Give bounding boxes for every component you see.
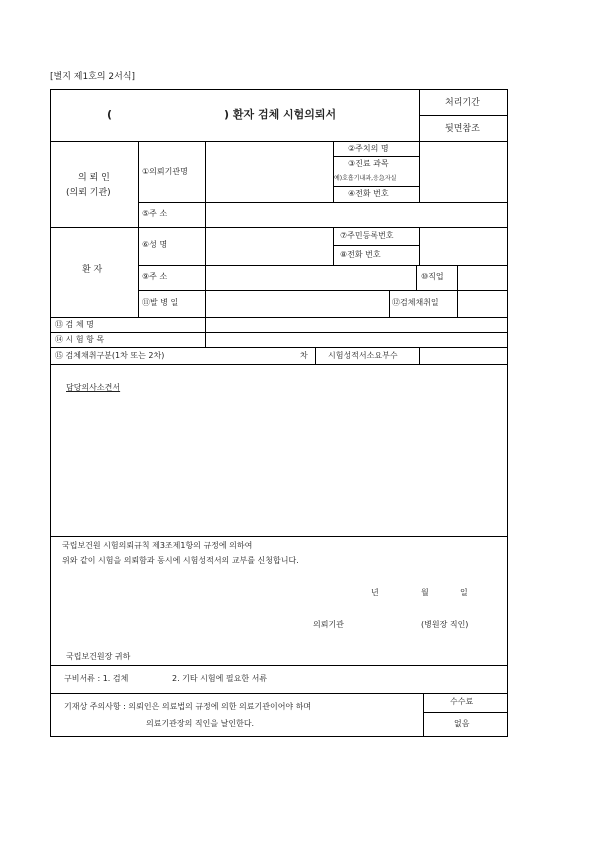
patient-phone-label: ⑧전화 번호 <box>340 250 381 259</box>
collection-cha-label: 차 <box>300 351 308 360</box>
date-month-label: 월 <box>421 588 429 597</box>
notes-line-2: 의료기관장의 직인을 날인한다. <box>146 719 255 728</box>
patient-label: 환 자 <box>82 265 103 275</box>
title-open-paren: ( <box>107 108 113 121</box>
form-title: ) 환자 검체 시험의뢰서 <box>224 108 337 121</box>
processing-period-label: 처리기간 <box>445 98 480 108</box>
form-reference: [별지 제1호의 2서식] <box>50 72 136 82</box>
addressee-label: 국립보건원장 귀하 <box>66 652 131 661</box>
requester-phone-label: ④전화 번호 <box>348 189 389 198</box>
institution-name-label: ①의뢰기관명 <box>142 167 188 176</box>
fee-value: 없음 <box>454 719 470 728</box>
specimen-name-label: ⑬ 검 체 명 <box>55 320 94 329</box>
requester-address-label: ⑤주 소 <box>142 209 168 218</box>
patient-address-label: ⑨주 소 <box>142 272 168 281</box>
test-items-label: ⑭ 시 험 항 목 <box>55 335 105 344</box>
form-frame <box>50 89 508 737</box>
date-day-label: 일 <box>460 588 468 597</box>
requester-sub-label: (의뢰 기관) <box>66 188 111 198</box>
doctor-opinion-label: 담당의사소견서 <box>66 383 121 392</box>
processing-period-value: 뒷면참조 <box>445 124 480 134</box>
department-example: 예)호흡기내과,응急자실 <box>334 175 397 182</box>
department-label: ③진료 과목 <box>348 159 389 168</box>
doctor-name-label: ②주치의 명 <box>348 144 389 153</box>
report-copies-label: 시험성적서소요부수 <box>328 351 398 360</box>
patient-name-label: ⑥성 명 <box>142 240 168 249</box>
fee-label: 수수료 <box>450 697 474 706</box>
attachments-item-2: 2. 기타 시험에 필요한 서류 <box>172 674 268 683</box>
collection-type-label: ⑮ 검체채취구분(1차 또는 2차) <box>55 351 165 360</box>
sample-date-label: ⑫검체채취일 <box>392 298 439 307</box>
director-seal-label: (병원장 직인) <box>421 620 469 629</box>
declaration-line-1: 국립보건원 시험의뢰규칙 제3조제1항의 규정에 의하여 <box>62 541 253 550</box>
declaration-line-2: 위와 같이 시험을 의뢰함과 동시에 시험성적서의 교부를 신청합니다. <box>62 556 299 565</box>
requester-label: 의 뢰 인 <box>78 173 110 183</box>
notes-line-1: 기재상 주의사항 : 의뢰인은 의료법의 규정에 의한 의료기관이어야 하며 <box>64 702 312 711</box>
onset-date-label: ⑪발 병 일 <box>142 298 179 307</box>
patient-rrn-label: ⑦주민등록번호 <box>340 231 394 240</box>
date-year-label: 년 <box>371 588 379 597</box>
patient-job-label: ⑩직업 <box>421 272 444 281</box>
attachments-label: 구비서류 : 1. 검체 <box>64 674 129 683</box>
requesting-institution-label: 의뢰기관 <box>313 620 344 629</box>
